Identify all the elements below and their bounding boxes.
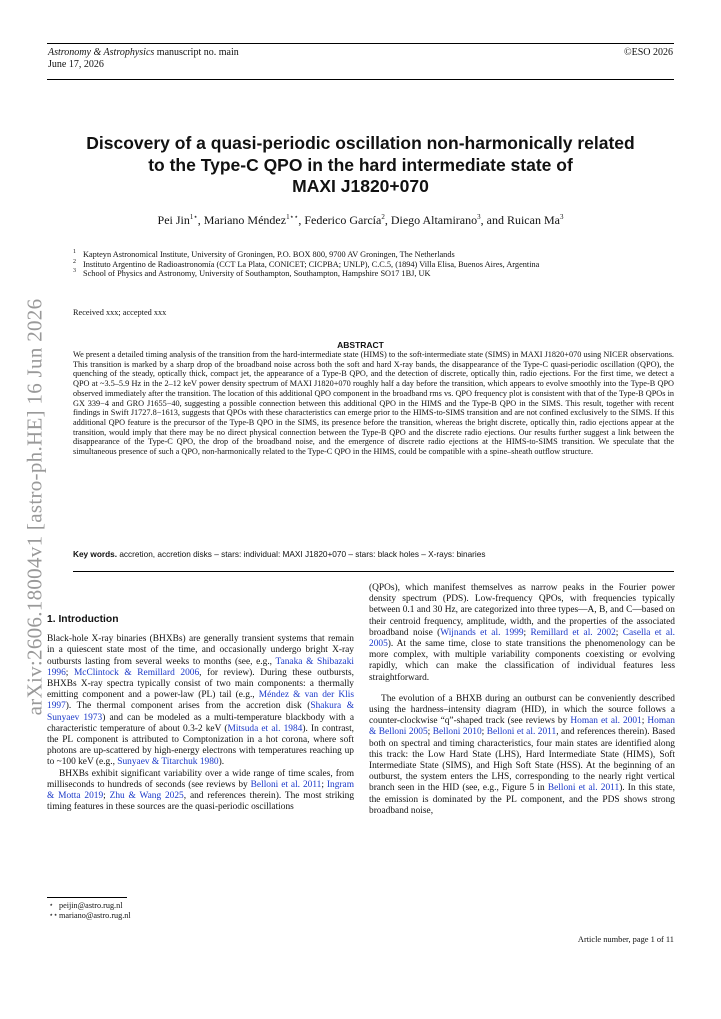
paragraph-text: ; [641, 716, 648, 727]
keywords-label: Key words. [73, 550, 118, 559]
title-line-2: to the Type-C QPO in the hard intermediate state of [148, 154, 573, 175]
paragraph-text: (QPOs), which manifest themselves as narrow peaks in the Fourier power density spectrum (PDS). Low-frequency QPOs, with frequencies typically between 0.1 and 30 Hz, are categorized into three types—A, B, and C—based on their centroid frequency, amplitude, width, and the properties of the associated broadband noise ( [369, 583, 675, 638]
author: Mariano Méndez$^{1⋆⋆}$, [203, 213, 305, 227]
abstract-divider [73, 571, 674, 572]
paragraph-text: ; [321, 779, 327, 790]
paragraph-text: BHXBs exhibit significant variability over a wide range of time scales, from milliseconds to hundreds of seconds (see reviews by [47, 768, 354, 790]
author: Ruican Ma$^3$ [506, 213, 564, 227]
arxiv-stamp-text: arXiv:2606.18004v1 [astro-ph.HE] 16 Jun 2026 [22, 298, 47, 715]
manuscript-date: June 17, 2026 [48, 59, 104, 70]
right-column [369, 583, 675, 817]
section-heading: 1. Introduction [47, 614, 119, 625]
footnotes [47, 901, 131, 921]
title-line-1: Discovery of a quasi-periodic oscillation non-harmonically related [86, 133, 635, 153]
citation-link[interactable]: Mitsuda et al. 1984 [227, 723, 303, 734]
citation-link[interactable]: Ingram & Motta 2019 [47, 779, 354, 802]
paragraph-text: ) and can be modeled as a multi-temperature blackbody with a characteristic temperature of about 0.3-2 keV ( [47, 712, 354, 734]
journal-name: Astronomy & Astrophysics [48, 47, 155, 58]
citation-link[interactable]: Zhu & Wang 2025 [109, 791, 184, 802]
email-link[interactable]: mariano@astro.rug.nl [59, 911, 131, 920]
author: Diego Altamirano$^3$, and [390, 213, 507, 227]
paragraph-text: ). In this state, the emission is dominated by the PL component, and the PDS shows strong broadband noise, [369, 783, 675, 816]
copyright: ©ESO 2026 [624, 47, 673, 58]
keywords-text: accretion, accretion disks – stars: individual: MAXI J1820+070 – stars: black holes – X-rays: binaries [119, 550, 486, 559]
affiliation: 1 Kapteyn Astronomical Institute, University of Groningen, P.O. BOX 800, 9700 AV Groningen, The Netherlands [73, 249, 455, 259]
paragraph-text: , for review). During these outbursts, BHXBs X-ray spectra typically consist of two main components: a thermally emitting component and a power-law (PL) tail (e.g., [47, 667, 354, 701]
paragraph [47, 634, 354, 768]
page-footer: Article number, page 1 of 11 [577, 935, 674, 944]
citation-link[interactable]: Homan & Belloni 2005 [369, 716, 675, 738]
paragraph-text: ; [427, 727, 433, 738]
abstract-heading: ABSTRACT [337, 340, 384, 350]
citation-link[interactable]: Remillard et al. 2002 [530, 627, 616, 638]
citation-link[interactable]: Casella et al. 2005 [369, 627, 675, 650]
footnote-divider [47, 897, 127, 898]
paragraph-text: , and references therein). Based both on spectral and timing characteristics, four main states are identified along this track: the Low Hard State (LHS), Hard Intermediate State (HIMS), Soft Intermediate State (SIMS), and High Soft State (HSS). At the beginning of an outburst, the system enters the LHS, corresponding to the nearly right vertical branch seen in the HID (see, e.g., Figure 5 in [369, 727, 676, 794]
paragraph [369, 694, 675, 817]
abstract-text: We present a detailed timing analysis of the transition from the hard-intermediate state (HIMS) to the soft-intermediate state (SIMS) in MAXI J1820+070 using NICER observations. This transition is marked by a sharp drop of the broadband noise across both the soft and hard X-ray bands, the disappearance of the Type-C quasi-periodic oscillation (QPO), the quenching of the steady, optically thick, compact jet, the appearance of a Type-B QPO, and the detection of discrete, optically thin, radio ejections. For the first time, we detect a QPO at ~3.5–5.9 Hz in the 2–12 keV power density spectrum of MAXI J1820+070 roughly half a day before the transition, which appears to evolve smoothly into the Type-B QPO observed immediately after the transition. The location of this additional QPO component in the broadband rms vs. QPO frequency plot is consistent with that of the Type-B QPOs in GX 339−4 and GRO J1655−40, suggesting a possible connection between this additional QPO in the HIMS and the Type-B QPO in the SIMS. This result, together with recent findings in Swift J1727.8−1613, suggests that QPOs with these characteristics can emerge prior to the HIMS-to-SIMS transition and are not confined exclusively to the SIMS. If this additional QPO feature is the precursor of the Type-B QPO in the SIMS, its presence before the transition, whereas the bright discrete, optically thin, radio ejections appear at the transition, would imply that there may be no direct physical connection between the Type-B QPO and the discrete radio ejections. Our results further suggest a link between the disappearance of the Type-C QPO, the drop of the broadband noise, and the emergence of discrete radio ejections at the HIMS-to-SIMS transition. We speculate that the simultaneous presence of such a QPO, non-harmonically related to the Type-C QPO in the HIMS, could be compatible with a spine–sheath outflow structure. [73, 350, 674, 457]
citation-link[interactable]: Sunyaev & Titarchuk 1980 [117, 757, 219, 768]
paper-title [47, 133, 674, 198]
paragraph-text: ; [481, 727, 487, 738]
paragraph-text: Black-hole X-ray binaries (BHXBs) are generally transient systems that remain in a quiescent state most of the time, and occasionally undergo bright X-ray outbursts lasting from several weeks to months (see, e.g., [47, 634, 354, 667]
received-line: Received xxx; accepted xxx [73, 308, 167, 317]
affiliations [73, 250, 673, 279]
citation-link[interactable]: Homan et al. 2001 [570, 716, 642, 727]
paragraph-text: ). At the same time, close to state transitions the phenomenology can be more complex, with multiple variability components coexisting or evolving rapidly, which can make the classification of individual features less straightforward. [369, 639, 675, 683]
affiliation: 3 School of Physics and Astronomy, University of Southampton, Southampton, Hampshire SO17 1BJ, UK [73, 268, 431, 279]
paragraph-gap [369, 684, 675, 694]
author-list [47, 213, 674, 228]
keywords [73, 550, 674, 559]
author: Federico García$^2$, [304, 213, 391, 227]
paragraph-text: ). The thermal component arises from the accretion disk ( [65, 701, 311, 712]
footnote: ⋆ peijin@astro.rug.nl [49, 901, 123, 910]
paragraph-text: ). [218, 757, 225, 768]
paragraph-text: ). In contrast, the PL component is attributed to Comptonization in a hot corona, where soft photons are up-scattered by high-energy electrons with temperatures reaching up to ~100 keV (e.g., [47, 723, 355, 768]
citation-link[interactable]: McClintock & Remillard 2006 [73, 667, 200, 678]
citation-link[interactable]: Wijnands et al. 1999 [440, 627, 524, 638]
author: Pei Jin$^{1⋆}$, [157, 213, 204, 227]
citation-link[interactable]: Belloni 2010 [432, 727, 482, 738]
citation-link[interactable]: Belloni et al. 2011 [250, 779, 322, 790]
header-left [48, 47, 239, 71]
citation-link[interactable]: Belloni et al. 2011 [547, 783, 620, 794]
left-column [47, 614, 354, 813]
paragraph-text: , and references therein). The most striking timing features in these sources are the quasi-periodic oscillations [47, 791, 355, 813]
manuscript-number: manuscript no. main [156, 47, 239, 58]
citation-link[interactable]: Shakura & Sunyaev 1973 [47, 701, 354, 723]
paragraph [47, 769, 354, 814]
footnote: ⋆⋆ mariano@astro.rug.nl [49, 911, 131, 920]
email-link[interactable]: peijin@astro.rug.nl [59, 901, 123, 910]
affiliation: 2 Instituto Argentino de Radioastronomía (CCT La Plata, CONICET; CICPBA; UNLP), C.C.5, (1894) Villa Elisa, Buenos Aires, Argentina [73, 258, 540, 269]
title-line-3: MAXI J1820+070 [292, 176, 429, 196]
paragraph-text: ; [523, 627, 531, 638]
citation-link[interactable]: Tanaka & Shibazaki 1996 [47, 656, 354, 678]
paragraph-text: ; [615, 627, 623, 638]
paragraph-text: ; [103, 791, 110, 802]
paragraph-text: ; [65, 667, 74, 678]
citation-link[interactable]: Méndez & van der Klis 1997 [47, 690, 354, 712]
citation-link[interactable]: Belloni et al. 2011 [486, 727, 557, 738]
paragraph-text: The evolution of a BHXB during an outburst can be conveniently described using the hardness–intensity diagram (HID), in which the source follows a counter-clockwise “q”-shaped track (see reviews by [369, 693, 675, 727]
paragraph [369, 583, 675, 684]
running-header [47, 43, 674, 80]
arxiv-stamp [20, 264, 50, 749]
